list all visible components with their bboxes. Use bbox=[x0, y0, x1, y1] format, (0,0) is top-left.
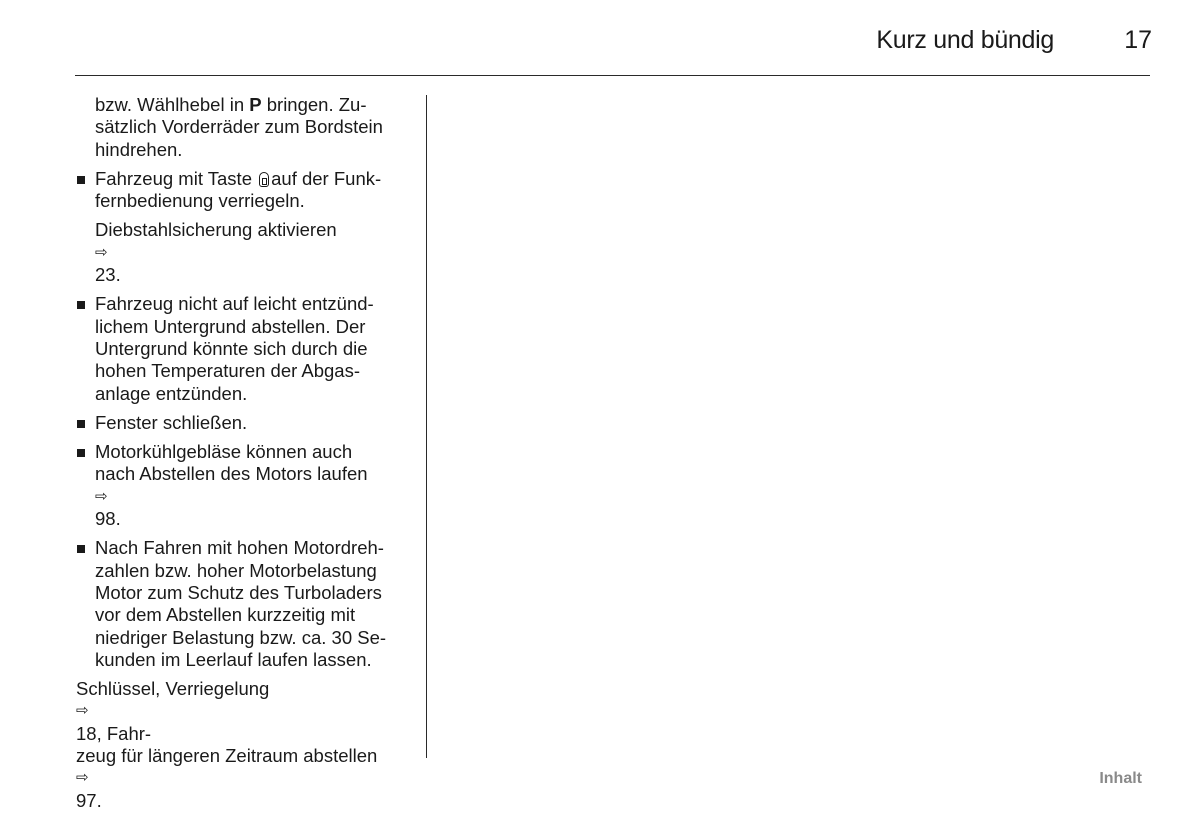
header-divider bbox=[75, 75, 1150, 76]
page-title: Kurz und bündig bbox=[876, 26, 1054, 54]
list-item: Fenster schließen. bbox=[76, 412, 411, 434]
arrow-right-icon: ⇨ bbox=[76, 702, 89, 720]
cross-reference-link[interactable]: ⇨ 97. bbox=[76, 767, 411, 812]
cross-reference-link[interactable]: ⇨ 23. bbox=[95, 242, 411, 287]
sub-paragraph: Diebstahlsicherung aktivieren ⇨ 23. bbox=[76, 219, 411, 286]
bullet-icon bbox=[77, 301, 85, 309]
arrow-right-icon: ⇨ bbox=[95, 487, 108, 505]
page-number: 17 bbox=[1124, 26, 1152, 54]
intro-line-1: bzw. Wählhebel in P bringen. Zu- bbox=[95, 94, 367, 115]
list-item: Nach Fahren mit hohen Motordreh- zahlen bzw. hoher Motorbelastung Motor zum Schutz des Turboladers vor dem Abstellen kurzzeitig mit niedriger Belastung bzw. ca. 30 Se- kunden im Leerlauf laufen lassen. bbox=[76, 537, 411, 671]
arrow-right-icon: ⇨ bbox=[76, 769, 89, 787]
contents-link[interactable]: Inhalt bbox=[1099, 770, 1142, 787]
text-column bbox=[76, 94, 411, 819]
list-item: Fahrzeug nicht auf leicht entzünd- lichem Untergrund abstellen. Der Untergrund könnte sich durch die hohen Temperaturen der Abgas- anlage entzünden. bbox=[76, 293, 411, 404]
bullet-icon bbox=[77, 449, 85, 457]
list-item: Motorkühlgebläse können auch nach Abstellen des Motors laufen ⇨ 98. bbox=[76, 441, 411, 530]
list-item: Fahrzeug mit Taste auf der Funk- fernbedienung verriegeln. bbox=[76, 168, 411, 213]
lock-key-icon bbox=[259, 172, 269, 187]
intro-line-2: sätzlich Vorderräder zum Bordstein bbox=[95, 116, 383, 138]
bullet-icon bbox=[77, 545, 85, 553]
intro-line-3: hindrehen. bbox=[95, 138, 183, 160]
column-divider bbox=[426, 95, 427, 758]
intro-paragraph bbox=[76, 94, 411, 161]
cross-reference-link[interactable]: ⇨ 98. bbox=[95, 486, 411, 531]
bullet-icon bbox=[77, 420, 85, 428]
bullet-icon bbox=[77, 176, 85, 184]
cross-reference-link[interactable]: ⇨ 18, Fahr- bbox=[76, 700, 411, 743]
arrow-right-icon: ⇨ bbox=[95, 243, 108, 261]
closing-paragraph: Schlüssel, Verriegelung ⇨ 18, Fahr- zeug für längeren Zeitraum abstellen ⇨ 97. bbox=[76, 678, 411, 812]
